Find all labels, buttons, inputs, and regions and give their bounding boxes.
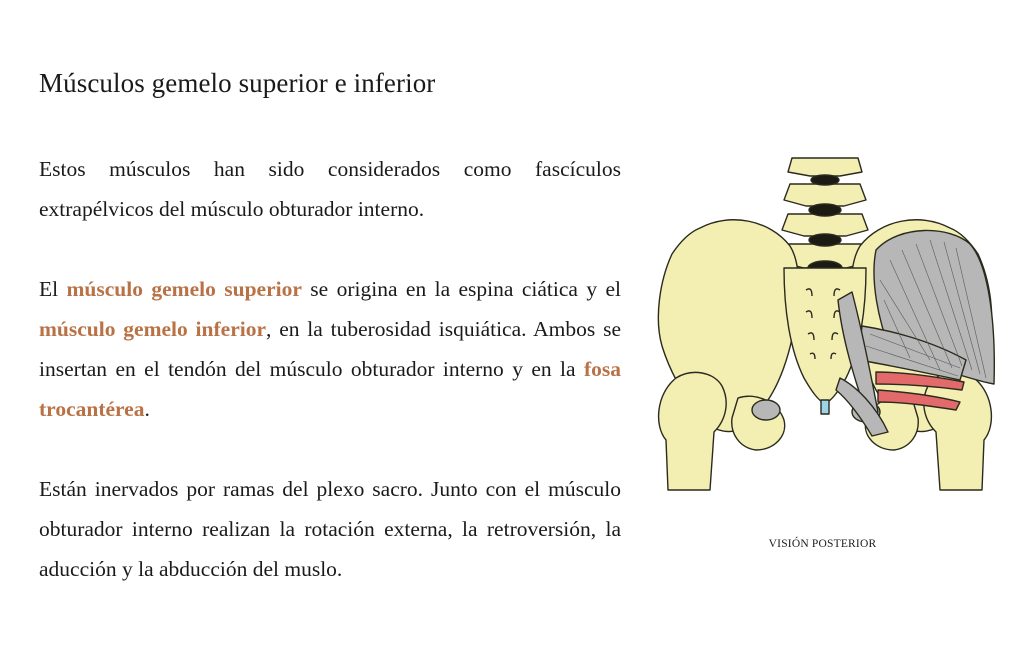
text-segment: El (39, 277, 67, 301)
paragraph-origin (39, 269, 621, 429)
link-gemelo-inferior[interactable]: músculo gemelo inferior (39, 317, 266, 341)
link-gemelo-superior[interactable]: músculo gemelo superior (66, 277, 302, 301)
text-segment: se origina en la espina ciática y el (301, 277, 622, 301)
text-segment: , en la tuberosidad isquiática. Ambos se insertan en el tendón del músculo obturador interno y en la (39, 317, 621, 381)
paragraph-innervation: Están inervados por ramas del plexo sacro. Junto con el músculo obturador interno realizan la rotación externa, la retroversión, la aducción y la abducción del muslo. (39, 477, 621, 581)
paragraph-intro: Estos músculos han sido considerados como fascículos extrapélvicos del músculo obturador interno. (39, 157, 621, 221)
pelvis-illustration (640, 150, 1010, 500)
figure-caption: VISIÓN POSTERIOR (768, 538, 877, 550)
page-title: Músculos gemelo superior e inferior (39, 68, 436, 98)
text-segment: . (144, 397, 150, 421)
body-text (39, 149, 621, 629)
pelvis-drawing (640, 150, 1010, 500)
link-fosa-trocanterea[interactable]: fosa trocantérea (39, 357, 621, 421)
left-femur (659, 372, 727, 490)
